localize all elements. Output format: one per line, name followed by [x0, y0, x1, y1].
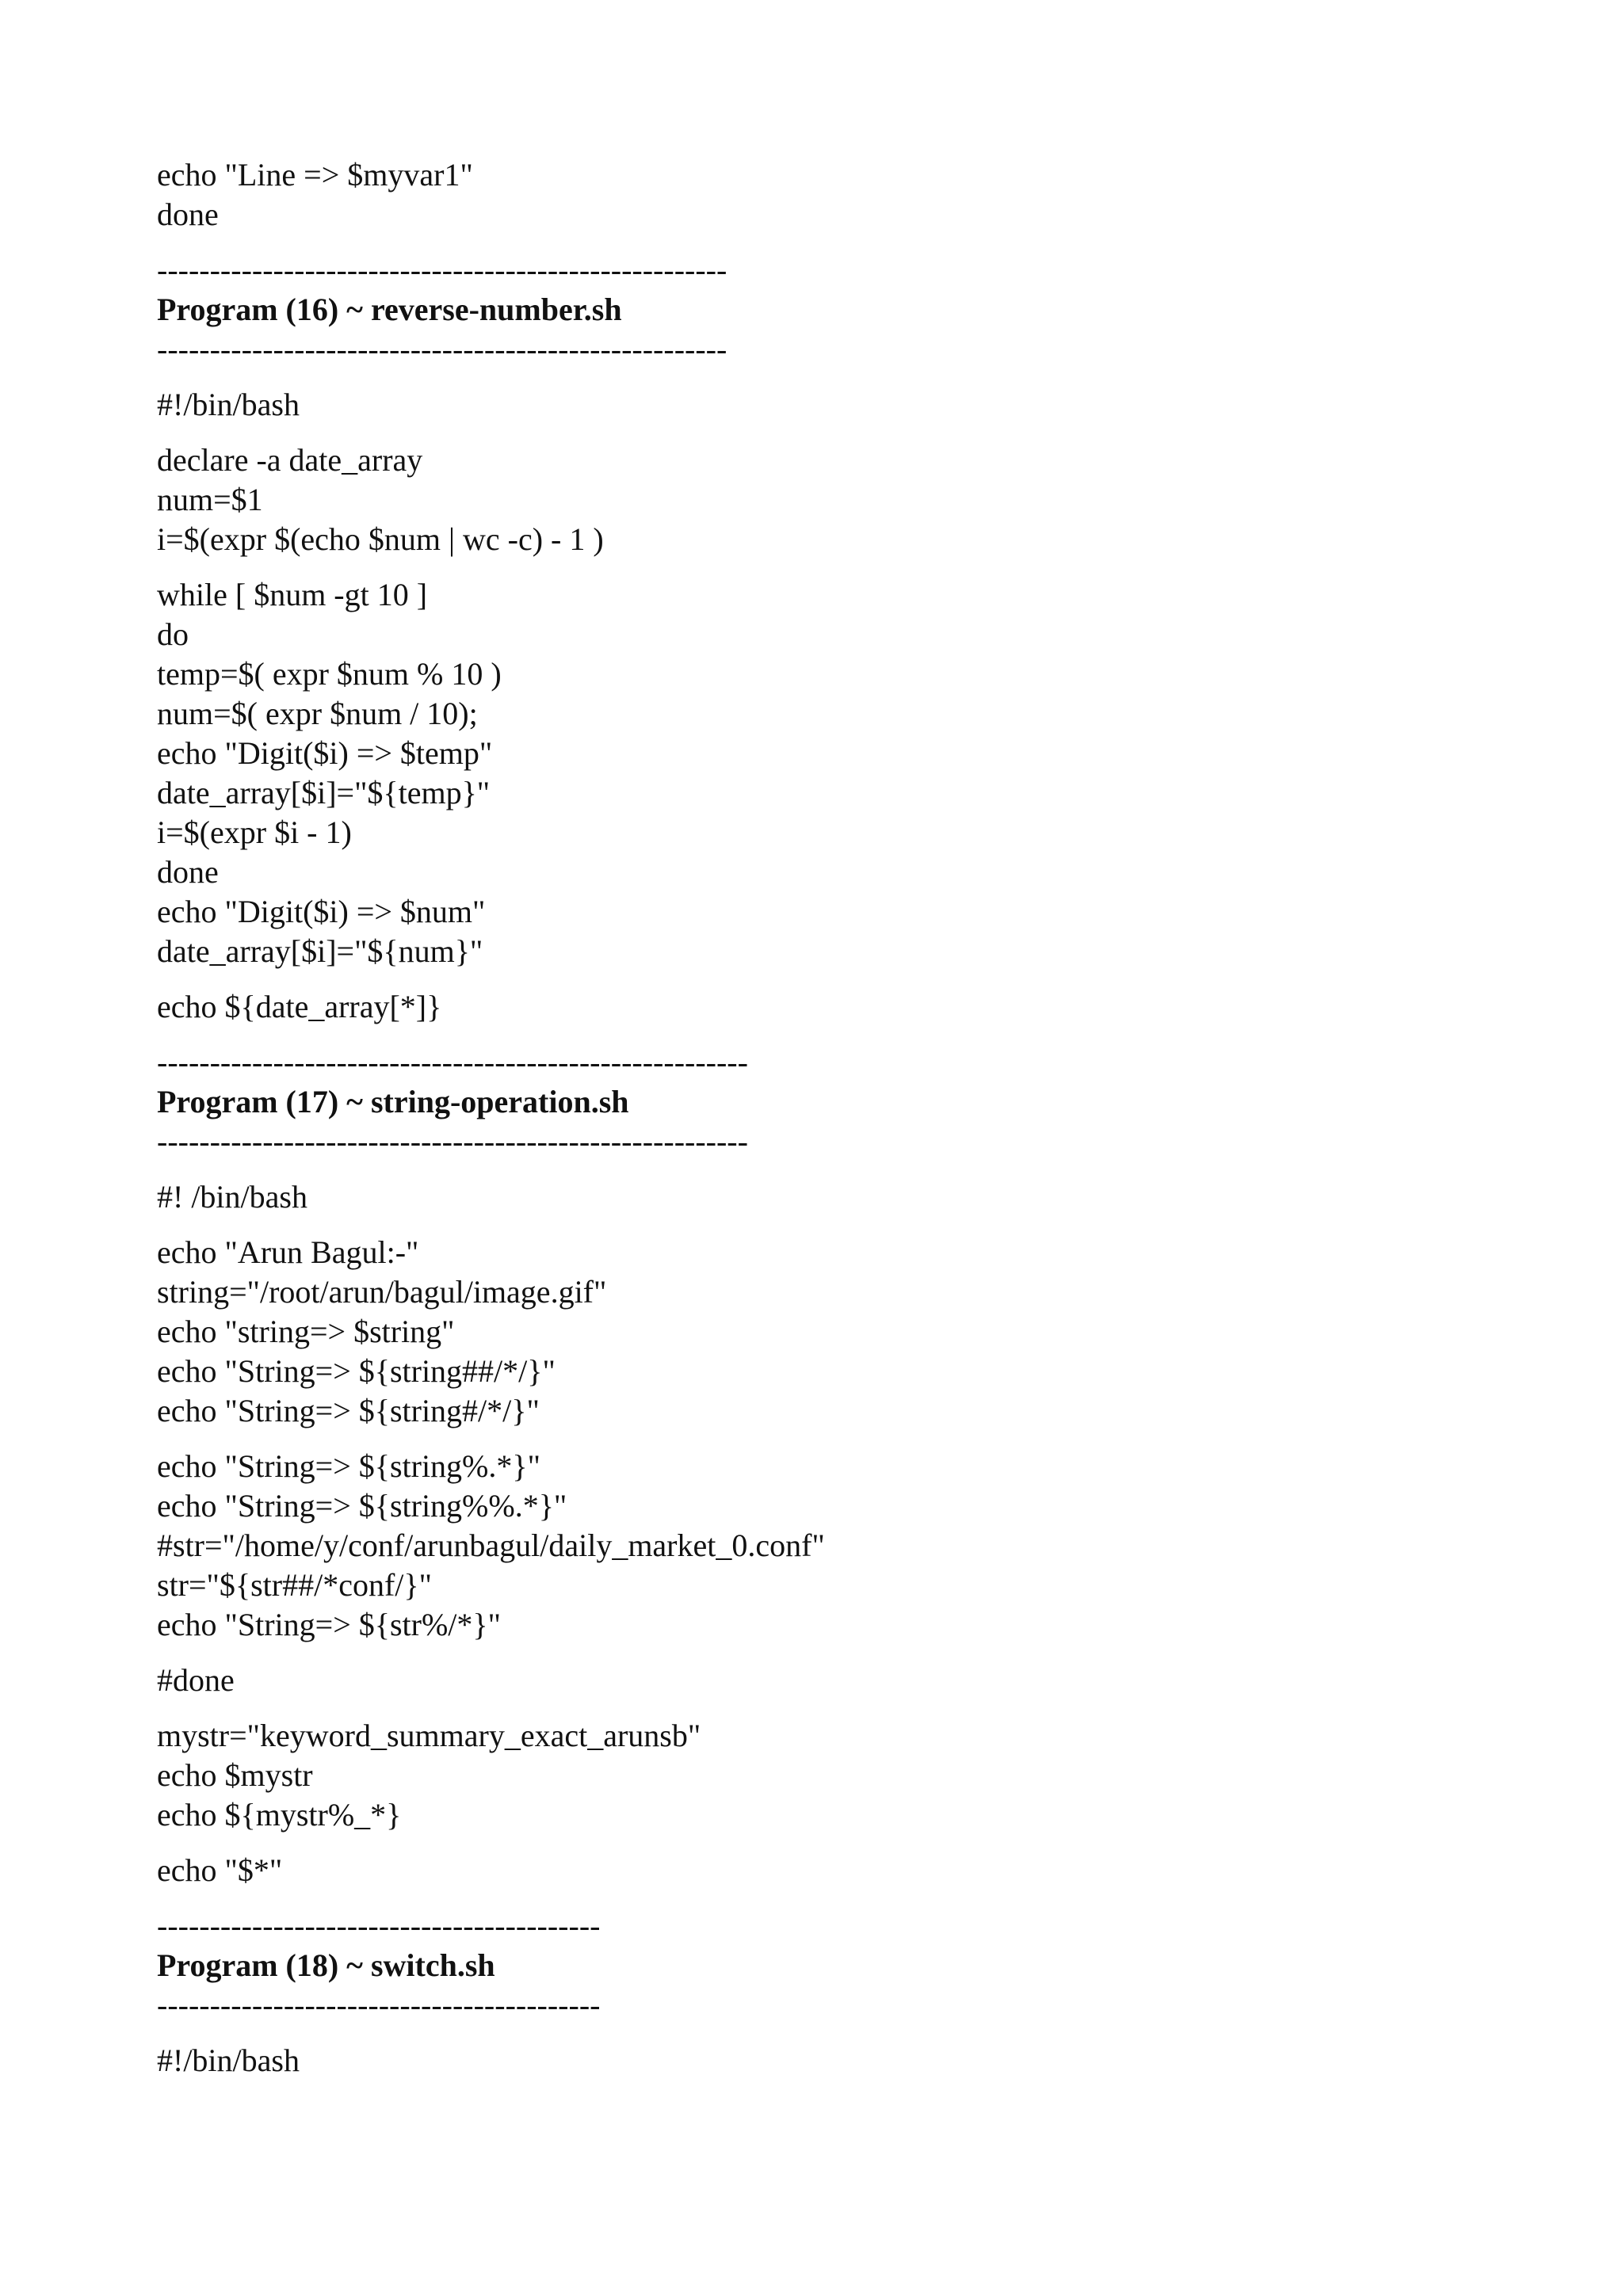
- separator-rule: ------------------------------------------------------: [157, 252, 727, 288]
- program-title: Program (16) ~ reverse-number.sh: [157, 292, 622, 327]
- code-line: #! /bin/bash: [157, 1179, 307, 1215]
- code-line: #str="/home/y/conf/arunbagul/daily_market_0.conf": [157, 1527, 825, 1563]
- code-line: echo "String=> ${string#/*/}": [157, 1393, 540, 1428]
- code-paragraph: [157, 987, 1504, 1027]
- code-line: echo "Digit($i) => $temp": [157, 735, 493, 771]
- code-line: echo $mystr: [157, 1757, 313, 1793]
- code-paragraph: [157, 155, 1504, 235]
- code-line: string="/root/arun/bagul/image.gif": [157, 1274, 607, 1310]
- program-header: [157, 1043, 1504, 1161]
- code-paragraph: [157, 575, 1504, 971]
- code-line: done: [157, 196, 219, 232]
- code-line: temp=$( expr $num % 10 ): [157, 656, 502, 692]
- program-header: [157, 250, 1504, 369]
- code-line: done: [157, 854, 219, 890]
- program-title: Program (17) ~ string-operation.sh: [157, 1084, 629, 1119]
- code-line: echo ${date_array[*]}: [157, 989, 442, 1024]
- code-line: echo "Line => $myvar1": [157, 157, 473, 193]
- code-line: echo "string=> $string": [157, 1314, 455, 1349]
- separator-rule: --------------------------------------------------------: [157, 1123, 748, 1159]
- code-line: #done: [157, 1662, 235, 1698]
- program-header: [157, 1906, 1504, 2025]
- code-paragraph: [157, 1716, 1504, 1835]
- code-line: echo "$*": [157, 1852, 283, 1888]
- separator-rule: ------------------------------------------: [157, 1987, 601, 2023]
- code-line: i=$(expr $(echo $num | wc -c) - 1 ): [157, 521, 604, 557]
- code-paragraph: [157, 1177, 1504, 1217]
- code-line: echo "Digit($i) => $num": [157, 894, 486, 929]
- code-line: date_array[$i]="${temp}": [157, 775, 491, 810]
- code-line: while [ $num -gt 10 ]: [157, 577, 428, 612]
- code-paragraph: [157, 385, 1504, 425]
- code-paragraph: [157, 1233, 1504, 1431]
- code-paragraph: [157, 1447, 1504, 1645]
- code-line: str="${str##/*conf/}": [157, 1567, 432, 1603]
- code-line: num=$( expr $num / 10);: [157, 696, 478, 731]
- document-page: [157, 155, 1504, 2096]
- code-paragraph: [157, 1851, 1504, 1890]
- code-line: #!/bin/bash: [157, 2042, 300, 2078]
- code-paragraph: [157, 1661, 1504, 1700]
- code-line: declare -a date_array: [157, 442, 423, 478]
- code-line: i=$(expr $i - 1): [157, 814, 352, 850]
- code-line: echo ${mystr%_*}: [157, 1797, 402, 1833]
- code-line: echo "String=> ${str%/*}": [157, 1607, 501, 1642]
- code-line: echo "String=> ${string##/*/}": [157, 1353, 556, 1389]
- code-line: num=$1: [157, 482, 263, 517]
- code-line: date_array[$i]="${num}": [157, 933, 483, 969]
- code-paragraph: [157, 2041, 1504, 2081]
- code-line: #!/bin/bash: [157, 387, 300, 422]
- separator-rule: ------------------------------------------------------: [157, 331, 727, 367]
- code-line: echo "String=> ${string%%.*}": [157, 1488, 567, 1524]
- separator-rule: --------------------------------------------------------: [157, 1044, 748, 1080]
- code-line: echo "String=> ${string%.*}": [157, 1448, 540, 1484]
- program-title: Program (18) ~ switch.sh: [157, 1947, 495, 1983]
- separator-rule: ------------------------------------------: [157, 1908, 601, 1943]
- code-line: do: [157, 616, 189, 652]
- code-line: echo "Arun Bagul:-": [157, 1234, 419, 1270]
- code-line: mystr="keyword_summary_exact_arunsb": [157, 1718, 701, 1753]
- code-paragraph: [157, 441, 1504, 559]
